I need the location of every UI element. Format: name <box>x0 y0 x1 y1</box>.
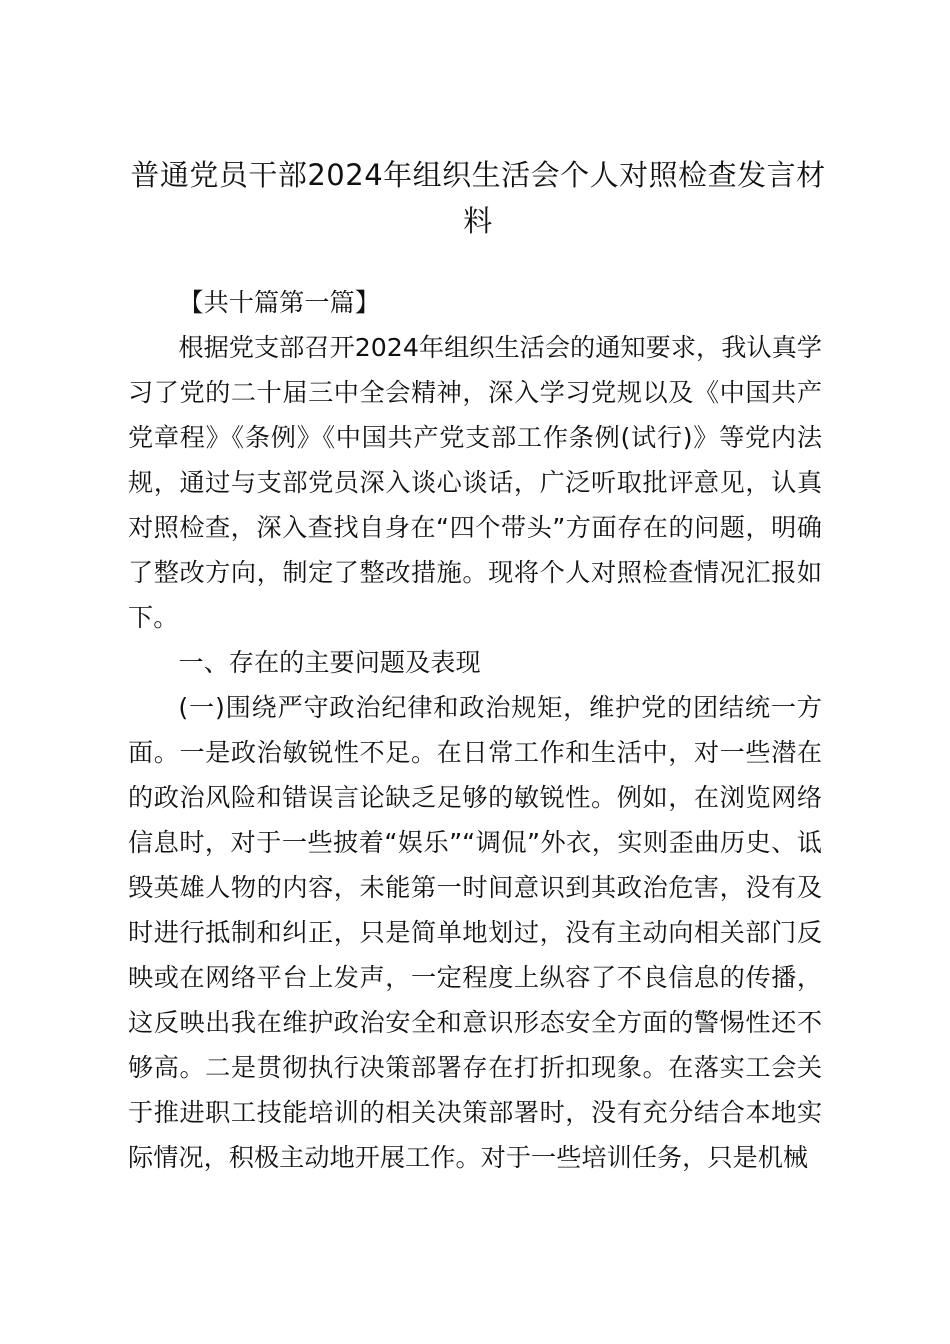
series-tag: 【共十篇第一篇】 <box>178 288 380 317</box>
document-body <box>128 280 822 1180</box>
section-heading: 一、存在的主要问题及表现 <box>178 648 481 677</box>
paragraph-intro: 根据党支部召开2024年组织生活会的通知要求，我认真学习了党的二十届三中全会精神，深入学习党规以及《中国共产党章程》《条例》《中国共产党支部工作条例(试行)》等党内法规，通过与支部党员深入谈心谈话，广泛听取批评意见，认真对照检查，深入查找自身在“四个带头”方面存在的问题，明确了整改方向，制定了整改措施。现将个人对照检查情况汇报如下。 <box>128 333 823 632</box>
document-title: 普通党员干部2024年组织生活会个人对照检查发言材料 <box>130 158 826 238</box>
paragraph-section-1: (一)围绕严守政治纪律和政治规矩，维护党的团结统一方面。一是政治敏锐性不足。在日常工作和生活中，对一些潜在的政治风险和错误言论缺乏足够的敏锐性。例如，在浏览网络信息时，对于一些披着“娱乐”“调侃”外衣，实则歪曲历史、诋毁英雄人物的内容，未能第一时间意识到其政治危害，没有及时进行抵制和纠正，只是简单地划过，没有主动向相关部门反映或在网络平台上发声，一定程度上纵容了不良信息的传播，这反映出我在维护政治安全和意识形态安全方面的警惕性还不够高。二是贯彻执行决策部署存在打折扣现象。在落实工会关于推进职工技能培训的相关决策部署时，没有充分结合本地实际情况，积极主动地开展工作。对于一些培训任务，只是机械 <box>128 693 822 1172</box>
